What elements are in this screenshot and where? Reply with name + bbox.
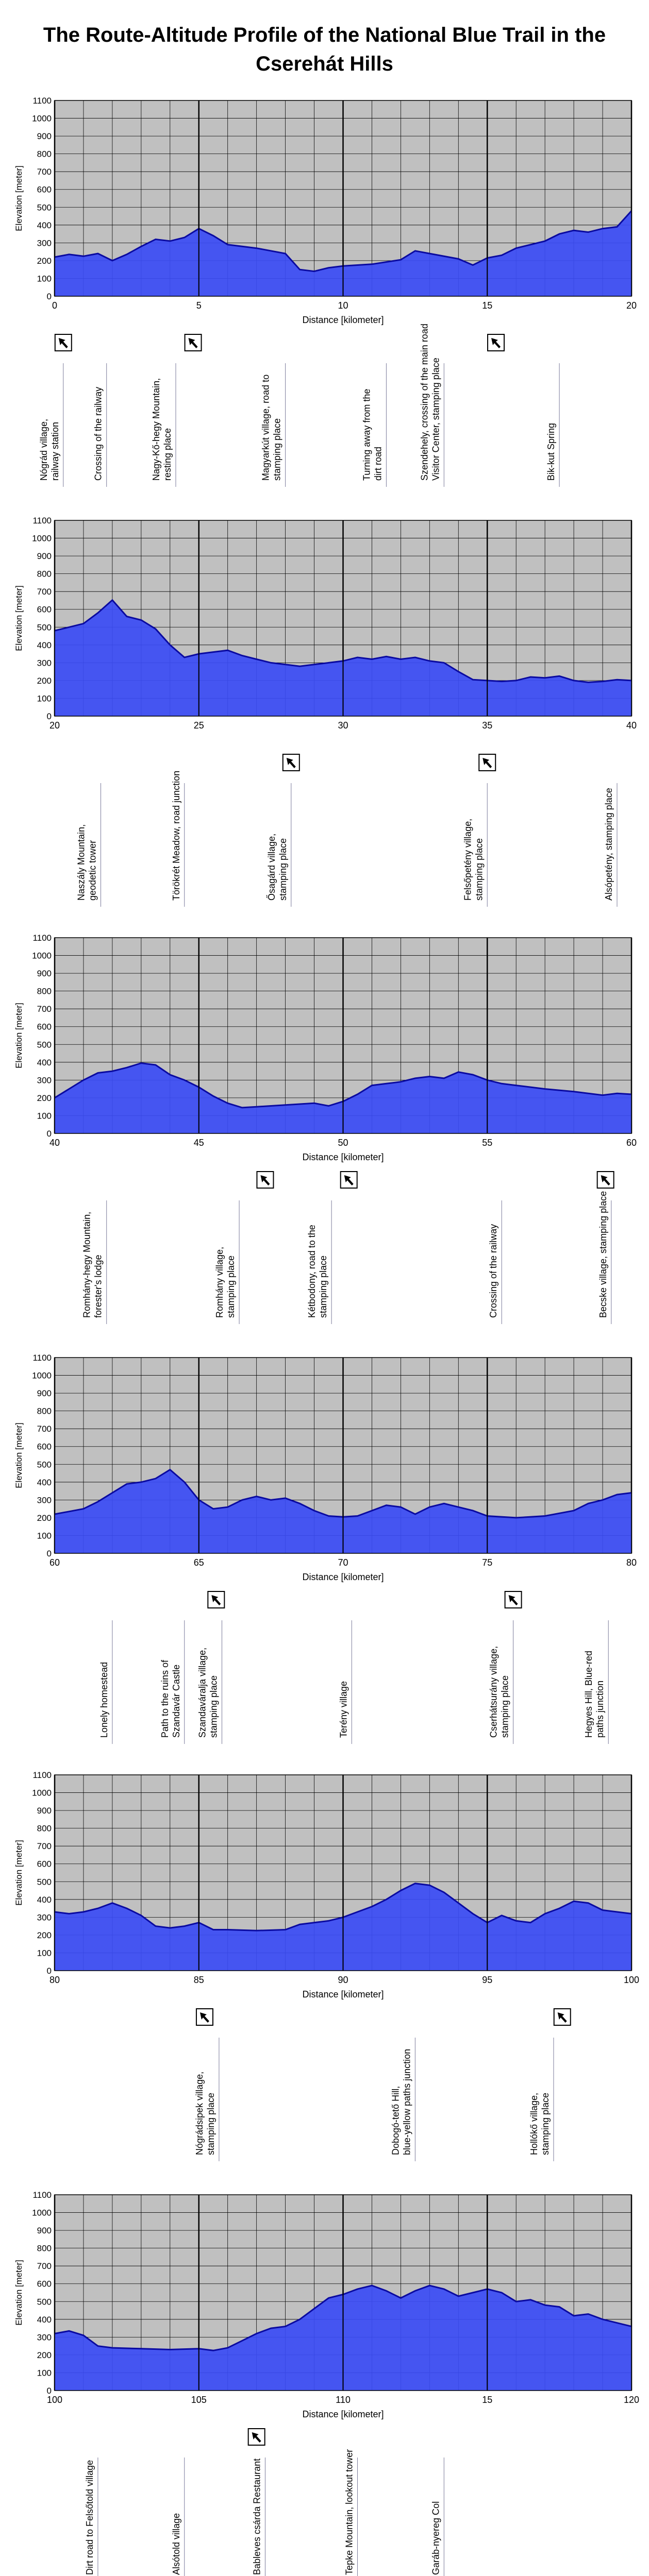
x-tick-label: 65 — [193, 1557, 204, 1568]
x-tick-label: 55 — [482, 1138, 493, 1148]
y-tick-label: 800 — [37, 1823, 52, 1834]
x-tick-label: 80 — [626, 1557, 637, 1568]
y-tick-label: 900 — [37, 1388, 52, 1399]
stamp-icon — [283, 754, 299, 771]
stamp-icon — [257, 1172, 273, 1188]
y-axis-label: Elevation [meter] — [14, 1422, 24, 1488]
landmark-label: Magyarkút village, road to — [260, 374, 271, 481]
landmark-label: Romhány village, — [214, 1246, 225, 1318]
stamp-icon — [341, 1172, 357, 1188]
landmark-label: stamping place — [500, 1675, 510, 1738]
y-tick-label: 400 — [37, 220, 52, 230]
y-tick-label: 700 — [37, 2261, 52, 2272]
landmark-label: Naszály Mountain, — [76, 824, 87, 901]
landmark-label: stamping place — [208, 1675, 219, 1738]
x-tick-label: 0 — [52, 300, 58, 311]
y-axis-label: Elevation [meter] — [14, 585, 24, 651]
landmark-label: Bableves csárda Restaurant — [252, 2458, 262, 2575]
x-tick-label: 50 — [338, 1138, 348, 1148]
landmark-label: Visitor Center, stamping place — [430, 358, 441, 481]
x-axis-label: Distance [kilometer] — [302, 1572, 384, 1582]
y-tick-label: 100 — [37, 693, 52, 704]
landmark-label: Turning away from the — [361, 388, 372, 481]
y-tick-label: 900 — [37, 1806, 52, 1816]
y-tick-label: 700 — [37, 1004, 52, 1014]
y-tick-label: 600 — [37, 604, 52, 615]
y-tick-label: 1000 — [32, 1370, 52, 1381]
stamp-icon — [55, 334, 72, 351]
y-tick-label: 900 — [37, 551, 52, 562]
y-tick-label: 400 — [37, 640, 52, 650]
x-tick-label: 95 — [482, 1975, 493, 1985]
landmark-label: Törökrét Meadow, road junction — [171, 770, 181, 901]
chart-panel-4 — [14, 1353, 637, 1744]
landmark-label: Hegyes Hill, Blue-red — [584, 1650, 594, 1738]
y-tick-label: 100 — [37, 2368, 52, 2378]
y-tick-label: 1100 — [32, 933, 52, 943]
y-tick-label: 500 — [37, 1040, 52, 1050]
x-tick-label: 10 — [338, 300, 348, 311]
y-tick-label: 100 — [37, 1111, 52, 1121]
y-tick-label: 400 — [37, 1057, 52, 1067]
x-tick-label: 105 — [191, 2395, 207, 2405]
y-tick-label: 800 — [37, 2243, 52, 2253]
y-tick-label: 300 — [37, 658, 52, 668]
y-tick-label: 1000 — [32, 1788, 52, 1798]
x-tick-label: 40 — [626, 720, 637, 731]
y-axis-label: Elevation [meter] — [14, 165, 24, 231]
landmark-label: Kétbodony, road to the — [307, 1225, 318, 1318]
chart-panel-1 — [14, 96, 637, 487]
y-tick-label: 400 — [37, 1477, 52, 1487]
landmark-label: stamping place — [272, 418, 282, 481]
landmark-label: Garáb-nyereg Col — [430, 2501, 441, 2575]
y-tick-label: 0 — [46, 1549, 52, 1558]
landmark-label: Dirt road to Felsőtold village — [84, 2460, 95, 2575]
landmark-label: Hollókő village, — [528, 2092, 539, 2155]
stamp-icon — [248, 2429, 265, 2445]
y-tick-label: 900 — [37, 969, 52, 979]
landmark-label: Nógrádsipek village, — [194, 2071, 205, 2155]
x-tick-label: 20 — [49, 720, 60, 731]
y-tick-label: 400 — [37, 2314, 52, 2325]
landmark-label: Crossing of the railway — [93, 386, 104, 481]
y-tick-label: 300 — [37, 1075, 52, 1086]
landmark-label: forester's lodge — [93, 1255, 104, 1318]
y-tick-label: 400 — [37, 1894, 52, 1905]
page-title: The Route-Altitude Profile of the National Blue Trail in the Cserehát Hills — [43, 24, 606, 75]
landmark-label: Romhány-hegy Mountain, — [81, 1211, 92, 1318]
y-tick-label: 500 — [37, 202, 52, 213]
x-axis-label: Distance [kilometer] — [302, 315, 384, 325]
y-axis-label: Elevation [meter] — [14, 1003, 24, 1069]
stamp-icon — [488, 334, 504, 351]
y-tick-label: 1100 — [32, 1770, 52, 1780]
y-tick-label: 500 — [37, 1877, 52, 1887]
x-tick-label: 20 — [626, 300, 637, 311]
y-tick-label: 200 — [37, 1930, 52, 1940]
landmark-label: railway station — [49, 421, 60, 481]
stamp-icon — [554, 2009, 571, 2025]
x-tick-label: 40 — [49, 1138, 60, 1148]
landmark-label: Szendehely, crossing of the main road — [419, 324, 430, 481]
x-tick-label: 15 — [482, 2395, 493, 2405]
y-tick-label: 0 — [46, 1966, 52, 1976]
y-tick-label: 0 — [46, 292, 52, 301]
y-tick-label: 600 — [37, 1859, 52, 1869]
y-tick-label: 300 — [37, 2332, 52, 2343]
landmark-label: Bik-kut Spring — [546, 422, 557, 481]
y-tick-label: 200 — [37, 2350, 52, 2360]
y-tick-label: 1100 — [32, 2190, 52, 2200]
y-tick-label: 700 — [37, 1841, 52, 1852]
y-tick-label: 200 — [37, 1093, 52, 1103]
y-tick-label: 1000 — [32, 533, 52, 544]
y-axis-label: Elevation [meter] — [14, 1840, 24, 1906]
x-tick-label: 45 — [193, 1138, 204, 1148]
y-tick-label: 1100 — [32, 1353, 52, 1363]
y-tick-label: 0 — [46, 2386, 52, 2396]
y-axis-label: Elevation [meter] — [14, 2260, 24, 2326]
x-axis-label: Distance [kilometer] — [302, 1989, 384, 1999]
landmark-label: paths junction — [595, 1680, 606, 1738]
y-tick-label: 200 — [37, 1513, 52, 1523]
y-tick-label: 900 — [37, 131, 52, 142]
x-tick-label: 60 — [49, 1557, 60, 1568]
x-tick-label: 60 — [626, 1138, 637, 1148]
landmark-label: stamping place — [226, 1255, 237, 1318]
landmark-label: Crossing of the railway — [488, 1224, 499, 1318]
y-tick-label: 200 — [37, 675, 52, 686]
landmark-label: Tepke Mountain, lookout tower — [344, 2449, 355, 2575]
y-tick-label: 600 — [37, 1442, 52, 1452]
landmark-label: stamping place — [277, 838, 288, 901]
x-tick-label: 100 — [46, 2395, 63, 2405]
y-tick-label: 1000 — [32, 951, 52, 961]
y-tick-label: 0 — [46, 711, 52, 721]
x-tick-label: 25 — [193, 720, 204, 731]
y-tick-label: 800 — [37, 1406, 52, 1416]
x-tick-label: 15 — [482, 300, 493, 311]
landmark-label: Szandavár Castle — [171, 1664, 181, 1738]
x-tick-label: 90 — [338, 1975, 348, 1985]
x-axis-label: Distance [kilometer] — [302, 2409, 384, 2419]
landmark-label: Path to the ruins of — [159, 1659, 170, 1738]
x-tick-label: 75 — [482, 1557, 493, 1568]
y-tick-label: 900 — [37, 2226, 52, 2236]
landmark-label: resting place — [162, 428, 173, 481]
y-tick-label: 600 — [37, 1022, 52, 1032]
y-tick-label: 500 — [37, 622, 52, 633]
landmark-label: Nógrád village, — [38, 418, 49, 481]
chart-panel-5 — [14, 1770, 639, 2161]
chart-panel-2 — [14, 516, 637, 907]
y-tick-label: 100 — [37, 274, 52, 284]
y-tick-label: 600 — [37, 184, 52, 195]
x-tick-label: 110 — [336, 2395, 351, 2405]
x-axis-label: Distance [kilometer] — [302, 1152, 384, 1162]
y-tick-label: 800 — [37, 986, 52, 996]
y-tick-label: 800 — [37, 149, 52, 159]
stamp-icon — [185, 334, 202, 351]
y-tick-label: 0 — [46, 1129, 52, 1139]
x-tick-label: 70 — [338, 1557, 348, 1568]
y-tick-label: 1100 — [32, 96, 52, 106]
y-tick-label: 200 — [37, 256, 52, 266]
landmark-label: stamping place — [540, 2092, 551, 2155]
landmark-label: Ősagárd village, — [266, 833, 277, 901]
landmark-label: stamping place — [474, 838, 485, 901]
landmark-label: Szandaváralja village, — [197, 1647, 208, 1738]
stamp-icon — [196, 2009, 213, 2025]
landmark-label: geodetic tower — [87, 840, 98, 901]
y-tick-label: 700 — [37, 587, 52, 597]
landmark-label: Becske village, stamping place — [597, 1191, 608, 1318]
x-tick-label: 35 — [482, 720, 493, 731]
y-tick-label: 100 — [37, 1948, 52, 1958]
landmark-label: dirt road — [373, 446, 384, 481]
y-tick-label: 300 — [37, 1495, 52, 1505]
y-tick-label: 1100 — [32, 516, 52, 526]
y-tick-label: 500 — [37, 1460, 52, 1470]
y-tick-label: 1000 — [32, 2208, 52, 2218]
stamp-icon — [479, 754, 495, 771]
y-tick-label: 100 — [37, 1531, 52, 1541]
y-tick-label: 500 — [37, 2297, 52, 2307]
landmark-label: blue-yellow paths junction — [402, 2048, 412, 2155]
landmark-label: Nagy-Kő-hegy Mountain, — [151, 378, 161, 481]
x-tick-label: 120 — [623, 2395, 640, 2405]
landmark-label: Lonely homestead — [98, 1662, 109, 1738]
y-tick-label: 800 — [37, 569, 52, 579]
chart-panel-6 — [14, 2190, 639, 2576]
landmark-label: Dobogó-tető Hill, — [390, 2086, 401, 2155]
x-tick-label: 85 — [193, 1975, 204, 1985]
y-tick-label: 300 — [37, 238, 52, 248]
x-tick-label: 30 — [338, 720, 348, 731]
chart-panel-3 — [14, 933, 637, 1324]
landmark-label: stamping place — [205, 2092, 216, 2155]
y-tick-label: 600 — [37, 2279, 52, 2289]
landmark-label: stamping place — [318, 1255, 329, 1318]
x-tick-label: 100 — [623, 1975, 640, 1985]
y-tick-label: 700 — [37, 167, 52, 177]
y-tick-label: 300 — [37, 1912, 52, 1923]
x-tick-label: 80 — [49, 1975, 60, 1985]
landmark-label: Alsótold village — [171, 2513, 181, 2575]
stamp-icon — [597, 1172, 614, 1188]
x-tick-label: 5 — [196, 300, 202, 311]
landmark-label: Alsópetény, stamping place — [604, 788, 614, 901]
landmark-label: Cserhátsurány village, — [488, 1646, 499, 1738]
landmark-label: Terény village — [338, 1681, 349, 1738]
stamp-icon — [208, 1591, 224, 1608]
landmark-label: Felsőpetény village, — [462, 818, 473, 901]
stamp-icon — [505, 1591, 522, 1608]
y-tick-label: 700 — [37, 1424, 52, 1434]
y-tick-label: 1000 — [32, 113, 52, 124]
